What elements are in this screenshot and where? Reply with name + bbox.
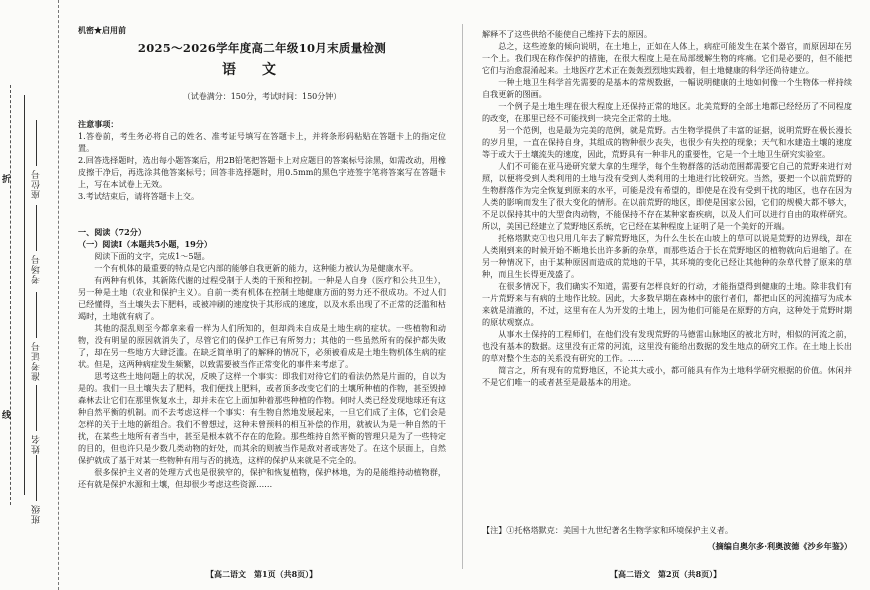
notes-heading: 注意事项： xyxy=(78,119,119,129)
passage-paragraph: 其他的混乱则至今都拿来看一样为人们所知的，但却尚未自成是土地生病的症状。一些植物和动物，没有明显的原因就消失了，尽管它们的保护工作已有所努力；其他的一些虽然所有的保护都失败了，却在另一些地方大肆泛滥。在缺乏简单明了的解释的情况下，必须被看成是土地生物机体生病的症状。但是，这两种病症发生频繁，以致需要被当作正常变化的事件来考虑了。 xyxy=(78,323,446,369)
class-field[interactable] xyxy=(30,455,43,524)
seat-number-field[interactable] xyxy=(30,120,43,199)
class-label: 班级 xyxy=(32,504,42,524)
passage-paragraph: 一个有机体的最重要的特点是它内部的能够自我更新的能力，这种能力被认为是健康水平。 xyxy=(94,263,418,273)
edge-char-fold: 折 xyxy=(2,175,12,185)
seat-number-label: 座位号 xyxy=(32,169,42,199)
exam-meta: （试卷满分：150分，考试时间：150分钟） xyxy=(182,92,342,101)
notes-block xyxy=(78,118,446,202)
passage-paragraph: 一个例子是土地生理在很大程度上还保持正常的地区。北美荒野的全部土地都已经经历了不同程度的改变，在那里已经不可能找到一块完全正常的土地。 xyxy=(482,101,852,123)
passage-paragraph: 简言之，所有现有的荒野地区，不论其大或小，都可能具有作为土地科学研究根据的价值。休闲并不是它们唯一的或者甚至是最基本的用途。 xyxy=(482,365,852,387)
passage-paragraph: 托格塔默克①也只用几年去了解荒野地区，为什么生长在山坡上的草可以说是荒野的边界线，却在人类刚到来的时候开始不断地长出许多新的杂草，而那些适合于长在荒野地区的植物就向后退缩了。在另一种情况下，由于某种原因而造成的荒地的干旱，其环境的变化已经让其他种的杂草代替了原来的草种，而且生长得更茂盛了。 xyxy=(482,233,852,279)
page-1-footer: 【高二语文 第1页（共8页）】 xyxy=(206,569,318,579)
passage-paragraph: 有两种有机体，其新陈代谢的过程受制于人类的干预和控制。一种是人自身（医疗和公共卫生），另一种是土地（农业和保护主义）。自前一类有机体在控制土地健康方面的努力还不很成功。不过人们已经懂得，当土壤失去下肥料，或被冲刷的速度快于其形成的速度，以及水系出现了不正常的泛滥和枯竭时，土地就有病了。 xyxy=(78,275,446,321)
passage-paragraph: 另一个范例，也是最为完美的范例，就是荒野。古生物学提供了丰富的证据，说明荒野在极长漫长的岁月里，一直在保持自身，其组成的物种很少丧失，也很少有失控的现象；天气和水建造土壤的速度等于或大于土壤流失的速度，因此，荒野具有一种非凡的重要性，它是一个土地卫生研究实验室。 xyxy=(482,125,852,159)
page-2-column xyxy=(482,0,852,590)
source-citation: （摘编自奥尔多·利奥波德《沙乡年鉴》） xyxy=(707,541,852,551)
passage-paragraph: 在很多情况下，我们确实不知道，需要有怎样良好的行动，才能指望得到健康的土地。除非我们有一片荒野来与有病的土地作比较。因此，大多数早期在森林中的旅行者们，都把山区的河流描写为成本来就是清澈的，不过，这里有在人为开发的土地上，因为他们可能是在原野的方向，这种处于荒野时期的原状观察点。 xyxy=(482,281,852,327)
seat-number-line xyxy=(37,120,38,166)
page-1-column xyxy=(78,0,446,590)
note-item: 2.回答选择题时，选出每小题答案后，用2B铅笔把答题卡上对应题目的答案标号涂黑，如需改动，用橡皮擦干净后，再选涂其他答案标号；回答非选择题时，用0.5mm的黑色字迹签字笔将答案写在答题卡上，写在本试卷上无效。 xyxy=(78,155,446,189)
name-label: 姓名 xyxy=(32,434,42,454)
column-divider xyxy=(462,24,463,569)
subject-title: 语文 xyxy=(222,62,302,78)
passage-paragraph: 总之，这些迹象的倾向说明，在土地上，正如在人体上，病症可能发生在某个器官，而原因却在另一个上。我们现在称作保护的措施，在很大程度上是在局部缓解生物的疼痛。它们是必要的，但不能把它们与治愈混淆起来。土地医疗艺术正在轰轰烈烈地实践着，但土地健康的科学还尚待建立。 xyxy=(482,41,852,75)
section-title: 一、阅读（72分） xyxy=(78,227,146,237)
reading-block xyxy=(78,226,446,556)
class-line xyxy=(37,455,38,501)
exam-room-field[interactable] xyxy=(30,205,43,284)
exam-room-line xyxy=(37,205,38,251)
note-item: 3.考试结束后，请将答题卡上交。 xyxy=(78,191,200,201)
binding-margin xyxy=(0,0,59,590)
footnote-text: 【注】①托格塔默克：美国十九世纪著名生物学家和环境保护主义者。 xyxy=(482,525,733,535)
passage-paragraph: 很多保护主义者的处理方式也是很狭窄的，保护和恢复植物，保护林地，为的是能维持动植物群，还有就是保护水源和土壤，但却很少考虑这些资源…… xyxy=(78,467,446,489)
passage-paragraph: 从事水土保持的工程师们，在他们没有发现荒野的马德雷山脉地区的被北方时，相似的河流之前，也没有基本的数据。这里没有正常的河流，这里没有能给出数据的发生地点的研究工作。在土地上长出的草对整个生态的关系没有研究的工作。…… xyxy=(482,329,852,363)
ticket-number-label: 准考证号 xyxy=(32,341,42,381)
secret-tag: 机密★启用前 xyxy=(78,25,126,35)
subsection-title: （一）阅读Ⅰ（本题共5小题，19分） xyxy=(78,239,212,249)
name-field[interactable] xyxy=(30,385,43,454)
edge-char-line: 线 xyxy=(2,411,12,421)
passage-paragraph: 人们不可能在亚马逊研究蒙大拿的生理学，每个生物群落的活动范围都需要它自己的荒野来进行对照，以便将受到人类利用的土地与没有受到人类利用的土地进行比较研究。当然，要把一个以前荒野的生物群落作为完全恢复到原来的水平，可能是没有希望的，即使是在没有受到干扰的地区，也存在因为人类的影响而发生了很大变化的情形。在以前荒野的地区，即使是国家公园，它们的规模大都不够大，不足以保持其中的大型食肉动物，不能保持不存在某种家畜疾病，以及人们可以进行自由的取样研究。所以，美国已经建立了荒野地区系统，它已经在某种程度上证明了是一个美好的开端。 xyxy=(482,161,852,231)
note-item: 1.答卷前，考生务必将自己的姓名、准考证号填写在答题卡上，并将条形码粘贴在答题卡上的指定位置。 xyxy=(78,131,446,153)
passage-continued xyxy=(482,28,852,522)
fold-line xyxy=(10,85,11,505)
instruction-text: 阅读下面的文字，完成1～5题。 xyxy=(94,251,210,261)
seal-line xyxy=(24,95,25,495)
passage-paragraph: 解释不了这些供给不能使自己维持下去的原因。 xyxy=(482,29,652,39)
passage-paragraph: 思考这些土地问题上的状况，反映了这样一个事实：即我们对待它们的看法仍然是片面的，自以为是的。我们一旦土壤失去了肥料，我们便找上肥料，或者顶多改变它们的土壤所种植的作物，甚至毁掉森林去让它们在那里恢复水土，却并未在它上面加种着那些种植的作物。何时人类已经发现地球还有这种自然平衡的机制。而不去考虑这样一个事实：有生物自然地发展起来，一旦它们成了主体，它们会是怎样的关于土地的新组合。我们不曾想过，这种未曾预料的相互补偿的作用，就被认为是一种自然的干扰，在某些土地所有者当中，甚至是根本就不存在的危险。那些维持自然平衡的管理只是为了一些特定的目的，但也许只是少数几类动物的好处，而其余的则被当作是敌对者或害处了。在这个层面上，自然保护就成了基于对某一些物种有用与否的挑选，这样的保护从来就是不完全的。 xyxy=(78,371,446,465)
passage-paragraph: 一种土地卫生科学首先需要的是基本的常规数据，一幅说明健康的土地如何像一个生物体一样持续自我更新的图画。 xyxy=(482,77,852,99)
exam-room-label: 考场号 xyxy=(32,254,42,284)
name-line xyxy=(37,385,38,431)
ticket-number-line xyxy=(37,292,38,338)
footnote xyxy=(482,524,852,536)
page-2-footer: 【高二语文 第2页（共8页）】 xyxy=(610,569,722,579)
ticket-number-field[interactable] xyxy=(30,292,43,381)
exam-title: 2025～2026学年度高二年级10月末质量检测 xyxy=(137,41,387,55)
